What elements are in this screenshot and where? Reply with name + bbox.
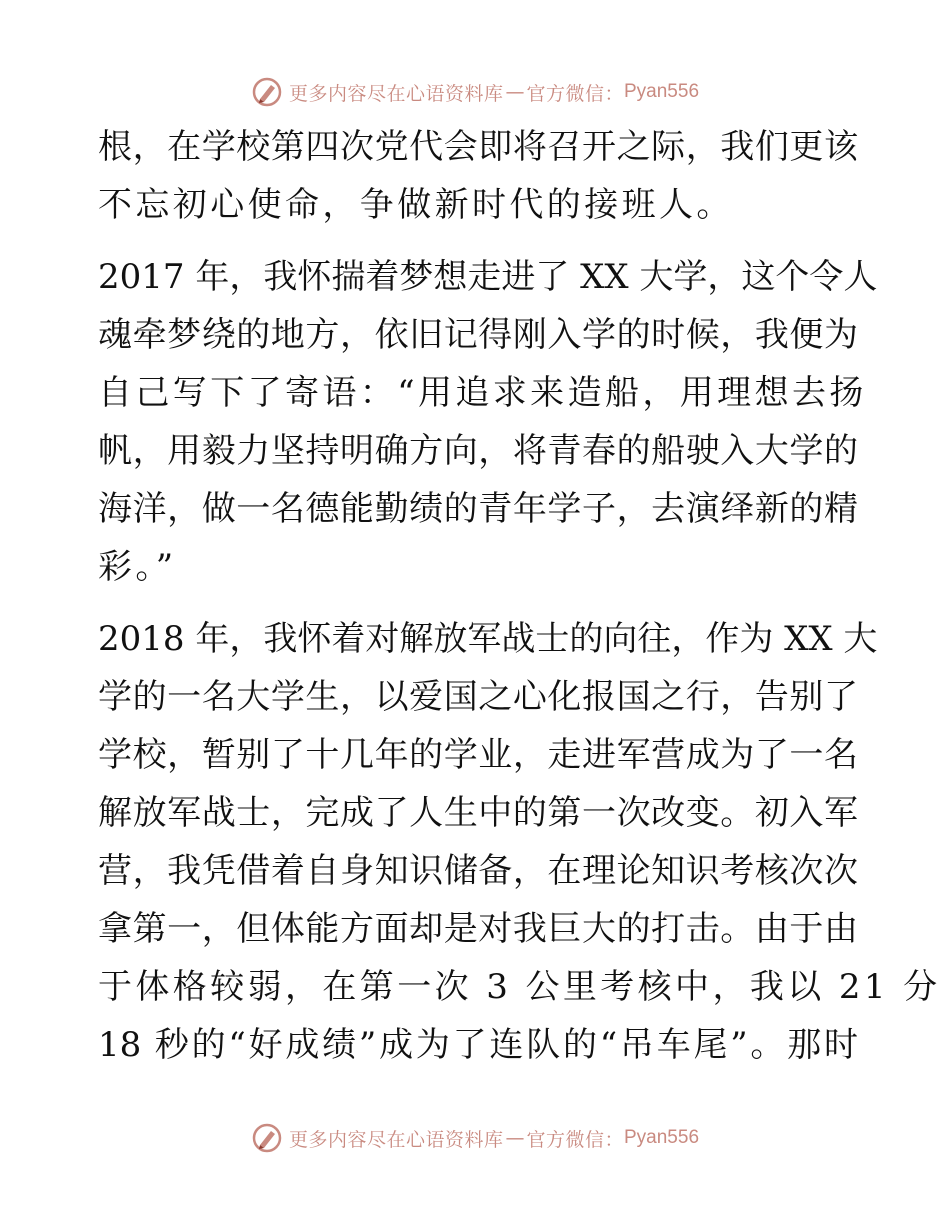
text-line: 不忘初心使命，争做新时代的接班人。 bbox=[98, 185, 734, 225]
watermark-account: Pyan556 bbox=[624, 1127, 700, 1148]
watermark-account: Pyan556 bbox=[624, 81, 700, 102]
document-body bbox=[98, 118, 941, 1074]
footer-watermark bbox=[0, 1118, 950, 1158]
text-line: 海洋，做一名德能勤绩的青年学子，去演绎新的精 bbox=[98, 489, 858, 529]
pen-circle-icon bbox=[251, 76, 283, 108]
text-line: 学的一名大学生，以爱国之心化报国之行，告别了 bbox=[98, 677, 858, 717]
text-line: 18 秒的“好成绩”成为了连队的“吊车尾”。那时 bbox=[98, 1025, 858, 1065]
watermark-dash: — bbox=[505, 81, 525, 103]
paragraph bbox=[98, 118, 858, 234]
text-line: 彩。” bbox=[98, 547, 177, 587]
watermark-label: 官方微信： bbox=[526, 1128, 624, 1151]
watermark-text: 更多内容尽在心语资料库 bbox=[288, 1128, 504, 1151]
paragraph bbox=[98, 248, 878, 596]
watermark-label: 官方微信： bbox=[526, 82, 624, 105]
text-line: 营，我凭借着自身知识储备，在理论知识考核次次 bbox=[98, 851, 858, 891]
text-line: 学校，暂别了十几年的学业，走进军营成为了一名 bbox=[98, 735, 858, 775]
text-line: 自己写下了寄语：“用追求来造船，用理想去扬 bbox=[98, 373, 867, 413]
text-line: 拿第一，但体能方面却是对我巨大的打击。由于由 bbox=[98, 909, 858, 949]
header-watermark bbox=[0, 72, 950, 112]
pen-circle-icon bbox=[251, 1122, 283, 1154]
watermark-dash: — bbox=[505, 1127, 525, 1149]
watermark-text: 更多内容尽在心语资料库 bbox=[288, 82, 504, 105]
text-line: 于体格较弱，在第一次 3 公里考核中，我以 21 分 bbox=[98, 967, 941, 1007]
text-line: 2018 年，我怀着对解放军战士的向往，作为 XX 大 bbox=[98, 619, 878, 659]
paragraph bbox=[98, 610, 941, 1074]
text-line: 解放军战士，完成了人生中的第一次改变。初入军 bbox=[98, 793, 858, 833]
text-line: 帆，用毅力坚持明确方向，将青春的船驶入大学的 bbox=[98, 431, 858, 471]
text-line: 2017 年，我怀揣着梦想走进了 XX 大学，这个令人 bbox=[98, 257, 878, 297]
text-line: 魂牵梦绕的地方，依旧记得刚入学的时候，我便为 bbox=[98, 315, 858, 355]
text-line: 根，在学校第四次党代会即将召开之际，我们更该 bbox=[98, 127, 858, 167]
